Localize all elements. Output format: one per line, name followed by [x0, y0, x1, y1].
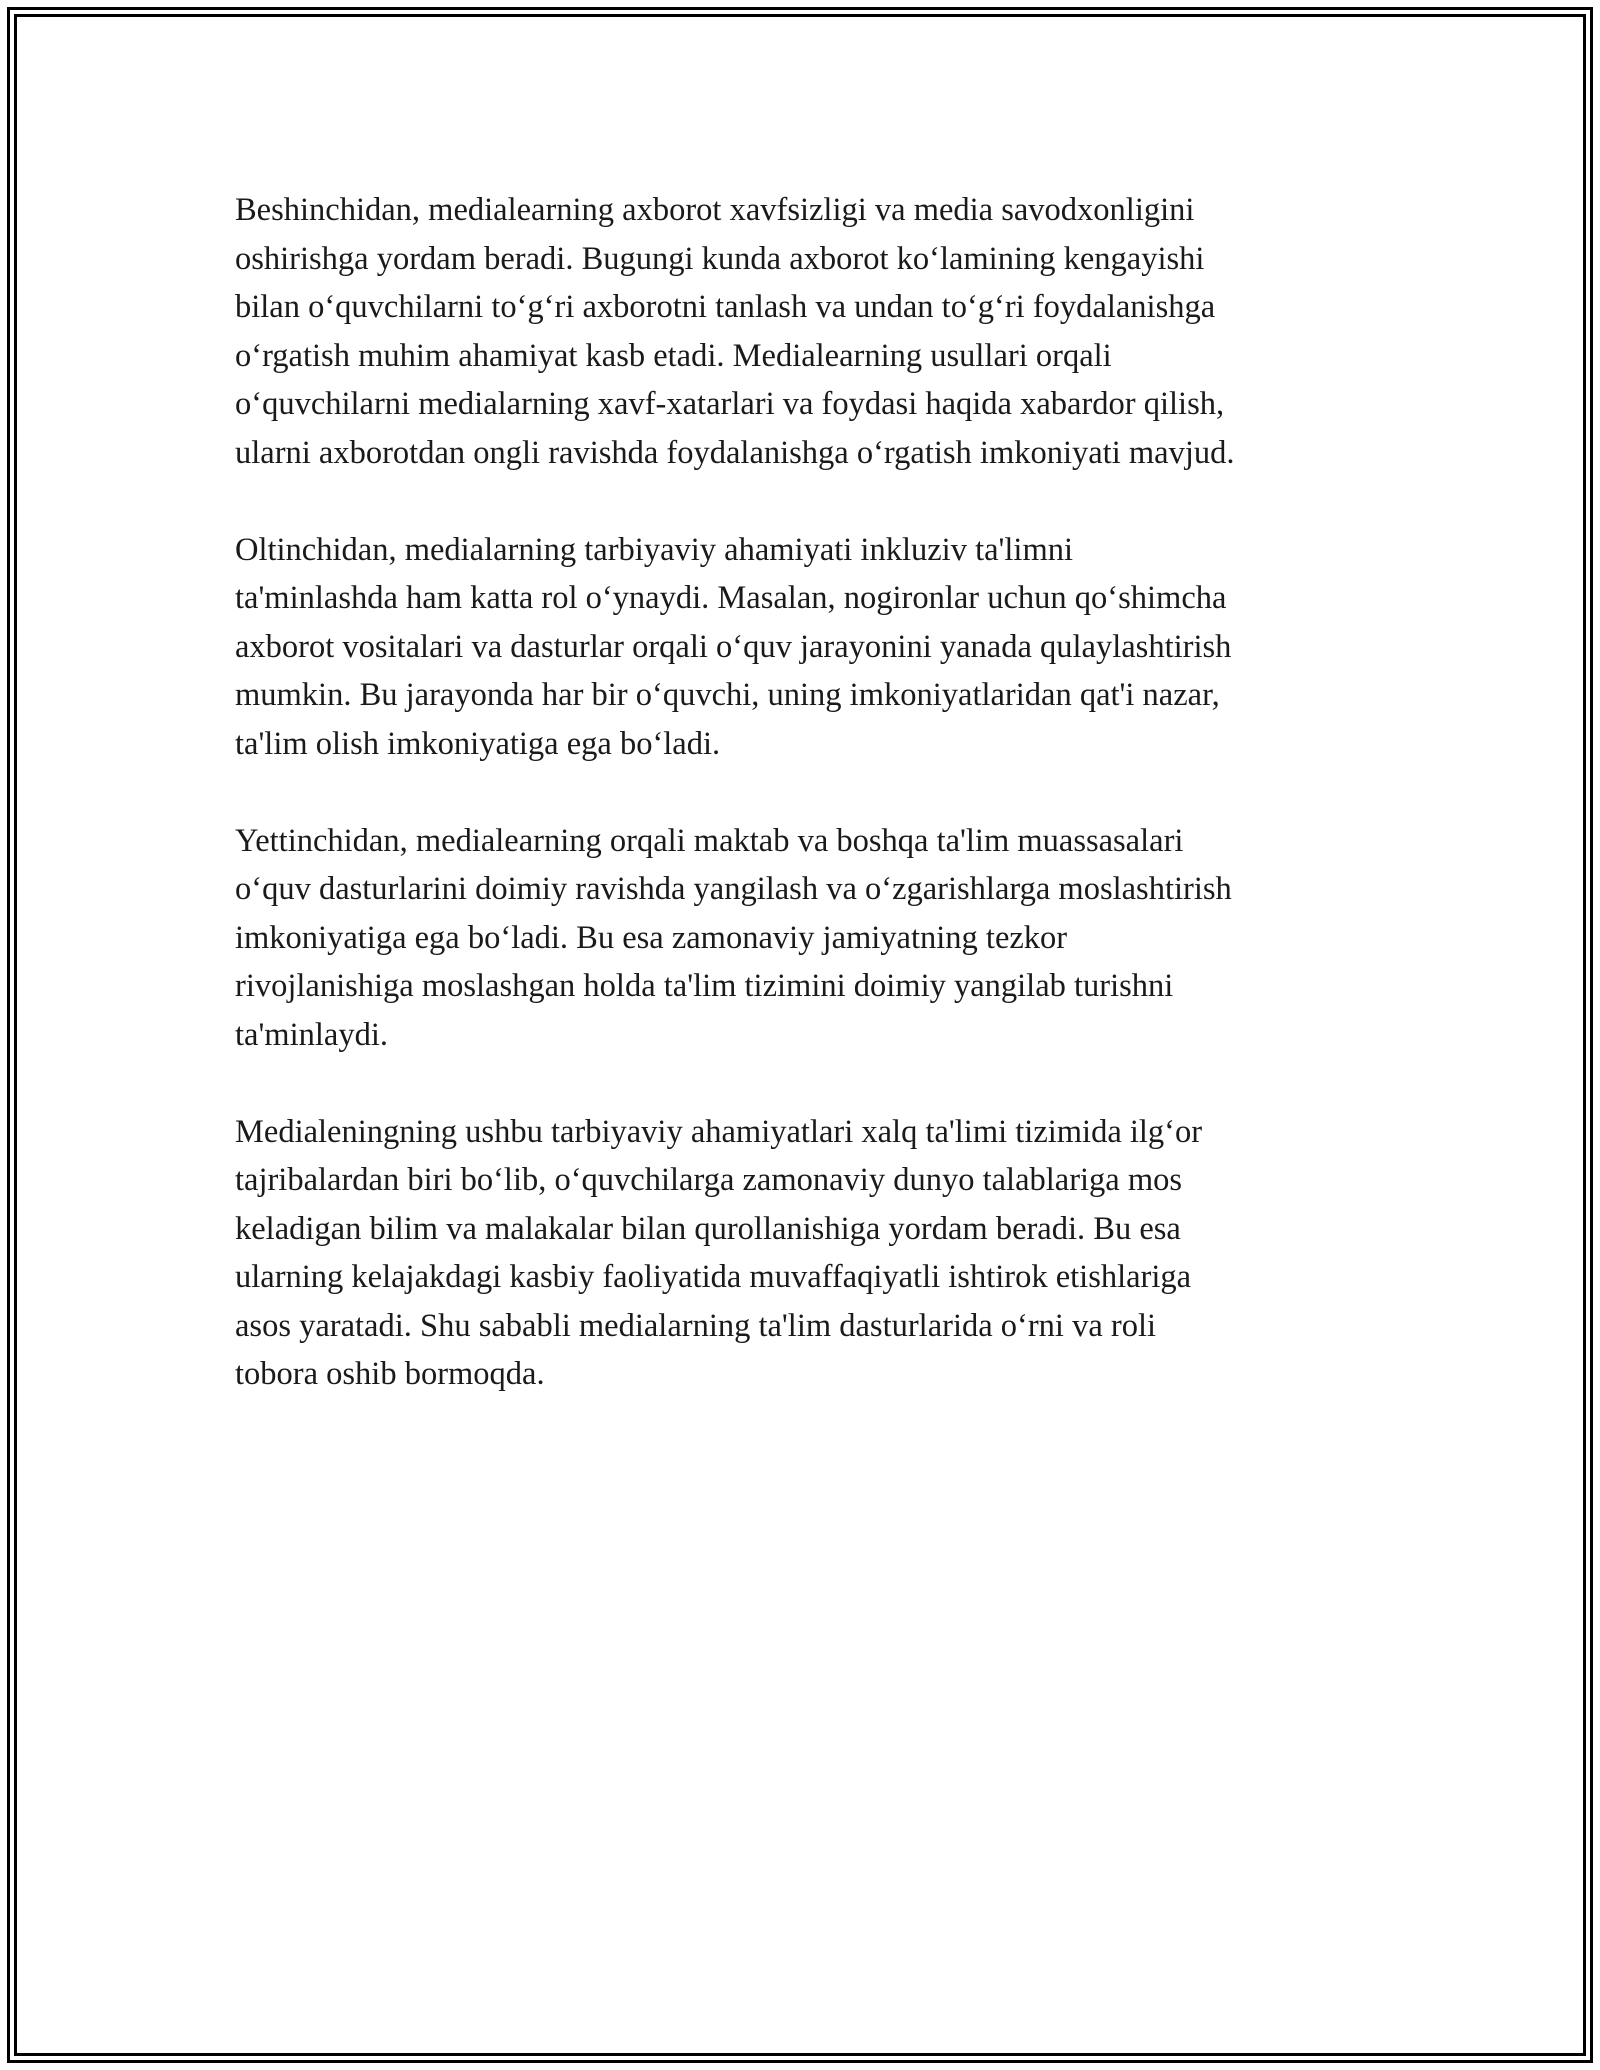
text-line: asos yaratadi. Shu sababli medialarning ta'lim dasturlarida o‘rni va roli — [235, 1307, 1157, 1344]
text-line: imkoniyatiga ega bo‘ladi. Bu esa zamonaviy jamiyatning tezkor — [235, 919, 1068, 956]
text-line: Beshinchidan, medialearning axborot xavfsizligi va media savodxonligini — [235, 192, 1195, 228]
text-line: oshirishga yordam beradi. Bugungi kunda axborot ko‘lamining kengayishi — [235, 240, 1205, 277]
text-line: ularning kelajakdagi kasbiy faoliyatida muvaffaqiyatli ishtirok etishlariga — [235, 1259, 1192, 1295]
text-line: ta'minlaydi. — [235, 1016, 388, 1053]
paragraph-3 — [235, 817, 1375, 1060]
text-line: axborot vositalari va dasturlar orqali o‘quv jarayonini yanada qulaylashtirish — [235, 628, 1232, 665]
text-line: o‘quvchilarni medialarning xavf-xatarlari va foydasi haqida xabardor qilish, — [235, 386, 1225, 422]
text-line: Oltinchidan, medialarning tarbiyaviy ahamiyati inkluziv ta'limni — [235, 531, 1074, 568]
paragraph-1 — [235, 186, 1375, 477]
document-body — [235, 186, 1375, 1447]
paragraph-4 — [235, 1108, 1375, 1399]
text-line: Medialeningning ushbu tarbiyaviy ahamiyatlari xalq ta'limi tizimida ilg‘or — [235, 1113, 1203, 1150]
text-line: mumkin. Bu jarayonda har bir o‘quvchi, uning imkoniyatlaridan qat'i nazar, — [235, 677, 1220, 713]
text-line: o‘quv dasturlarini doimiy ravishda yangilash va o‘zgarishlarga moslashtirish — [235, 871, 1232, 907]
text-line: ularni axborotdan ongli ravishda foydalanishga o‘rgatish imkoniyati mavjud. — [235, 434, 1235, 471]
text-line: rivojlanishiga moslashgan holda ta'lim tizimini doimiy yangilab turishni — [235, 968, 1174, 1004]
text-line: tajribalardan biri bo‘lib, o‘quvchilarga zamonaviy dunyo talablariga mos — [235, 1162, 1183, 1198]
text-line: Yettinchidan, medialearning orqali maktab va boshqa ta'lim muassasalari — [235, 822, 1184, 859]
text-line: ta'minlashda ham katta rol o‘ynaydi. Masalan, nogironlar uchun qo‘shimcha — [235, 580, 1227, 616]
text-line: o‘rgatish muhim ahamiyat kasb etadi. Medialearning usullari orqali — [235, 337, 1112, 374]
paragraph-2 — [235, 526, 1375, 769]
text-line: ta'lim olish imkoniyatiga ega bo‘ladi. — [235, 725, 721, 762]
text-line: keladigan bilim va malakalar bilan qurollanishiga yordam beradi. Bu esa — [235, 1210, 1181, 1247]
text-line: bilan o‘quvchilarni to‘g‘ri axborotni tanlash va undan to‘g‘ri foydalanishga — [235, 289, 1216, 325]
text-line: tobora oshib bormoqda. — [235, 1356, 545, 1392]
